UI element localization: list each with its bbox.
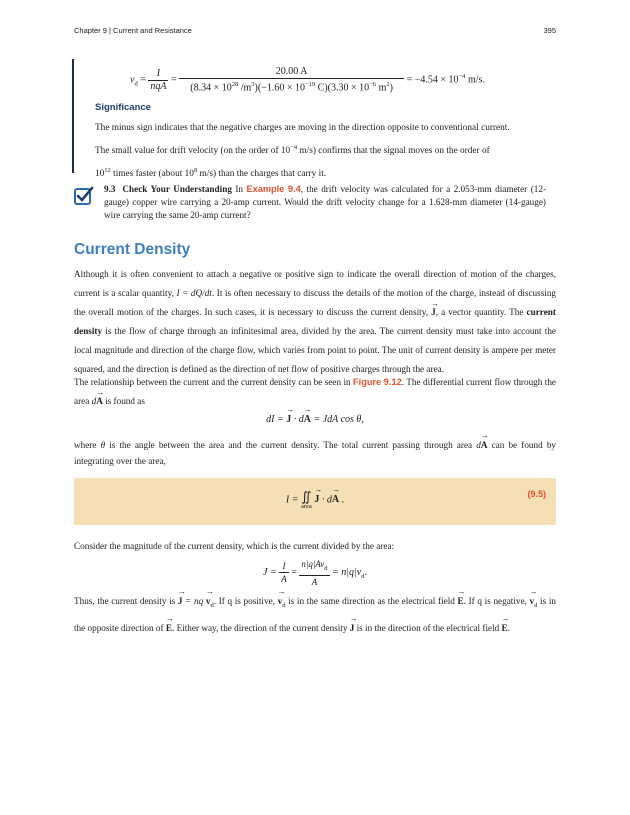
check-your-understanding: 9.3 Check Your Understanding In Example 9.4, the drift velocity was calculated for a 2.053-mm diameter (12-gauge) copper wire carrying a 20-amp current. Would the drift velocity change for a 1.628-mm diameter (14-gauge) wire carrying the same 20-amp current? xyxy=(104,184,547,220)
equation-number: (9.5) xyxy=(527,489,546,499)
example-9-4-link[interactable]: Example 9.4 xyxy=(246,184,301,194)
paragraph-current-density-intro: Although it is often convenient to attach a negative or positive sign to indicate the overall direction of motion of the charges, current is a scalar quantity, I = dQ/dt. It is often necessary to discuss the details of the motion of the charge, instead of discussing the overall motion of the charges. In such cases, it is necessary to discuss the current density, → J, a vector quantity. The current density is the flow of charge through an infinitesimal area, divided by the area. The current density must take into account the local magnitude and direction of the charge flow, which varies from point to point. The unit of current density is ampere per meter squared, and the direction is defined as the direction of net flow of positive charges through the area. xyxy=(74,265,556,379)
checkmark-icon xyxy=(74,186,94,206)
drift-velocity-equation: $v_d$ = $\frac{I}{\text{nqA}}$ = $\frac{20.00 A}{(8.34 \times 10^{28} /m^3)(-1.60 \times 10^{-19} C)(3.30 \times 10^{-6} m^2)}$ = $-4.54 \times 10^{-4}$ m/s. xyxy=(130,66,485,94)
equation-9-5: I = ∬ area → J · d→ A . xyxy=(74,490,556,510)
significance-heading: Significance xyxy=(95,102,151,113)
significance-paragraph: The minus sign indicates that the negative charges are moving in the direction opposite to conventional current. The small value for drift velocity (on the order of $10^{-4}$ m/s) confirms that the signal moves on the order of $10^{12}$ times faster (about $10^8$ m/s) than the charges that carry it. xyxy=(95,123,510,180)
running-header-chapter: Chapter 9 | Current and Resistance xyxy=(74,26,192,35)
equation-dI: dI = → J · d→ A = JdA cos θ, xyxy=(74,414,556,425)
paragraph-current-density-direction: Thus, the current density is → J = nq → $v_d$. If q is positive, → $v_d$ is in the same direction as the electrical field → E. If q is negative, → $v_d$ is in the opposite direction of → E. Either way, the direction of the current density → J is in the direction of the electrical field → E. xyxy=(74,590,556,639)
section-heading: Current Density xyxy=(74,241,191,258)
paragraph-relationship: The relationship between the current and the current density can be seen in Figure 9.12. The differential current flow through the area d→ A is found as xyxy=(74,373,556,411)
equation-J-magnitude: J = $\frac{I}{A}$ = $\frac{n|q|Av_d}{A}$ = $n|q|v_d$. xyxy=(263,559,367,587)
figure-9-12-link[interactable]: Figure 9.12 xyxy=(353,377,402,387)
paragraph-magnitude: Consider the magnitude of the current density, which is the current divided by the area: xyxy=(74,541,395,551)
key-equation-box xyxy=(74,478,556,525)
page-number: 395 xyxy=(543,26,556,35)
paragraph-where-theta: where θ is the angle between the area and the current density. The total current passing through area d→ A can be found by integrating over the area, xyxy=(74,437,556,469)
example-sidebar-rule xyxy=(72,59,74,173)
